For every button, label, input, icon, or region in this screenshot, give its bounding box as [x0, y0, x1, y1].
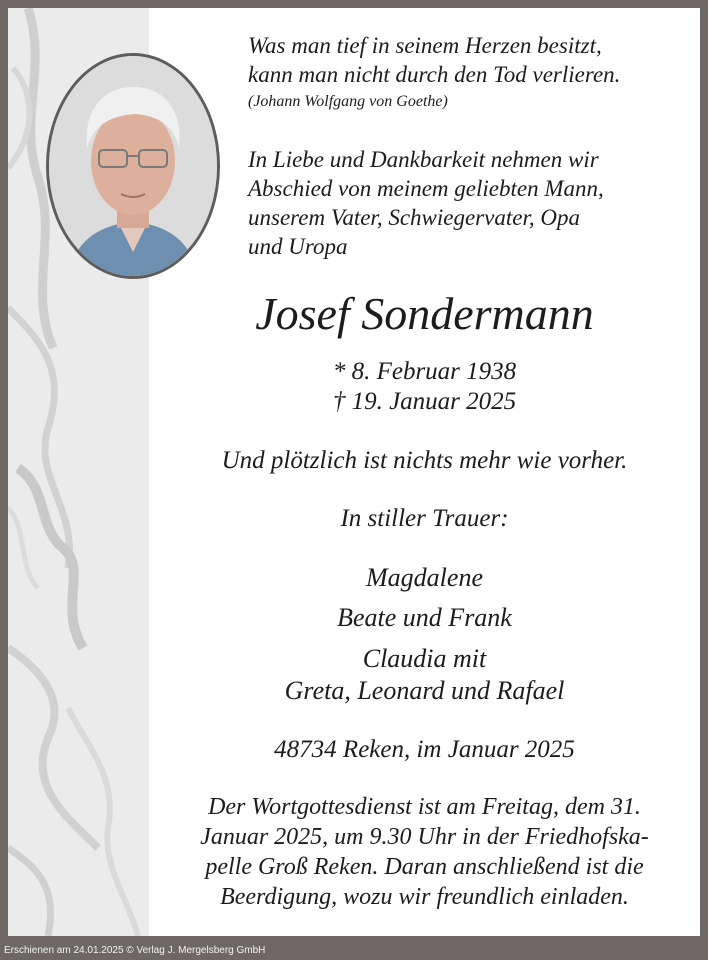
intro-line-3: unserem Vater, Schwiegervater, Opa [248, 205, 580, 230]
publication-footer: Erschienen am 24.01.2025 © Verlag J. Mergelsberg GmbH [4, 945, 266, 956]
intro-line-2: Abschied von meinem geliebten Mann, [248, 176, 604, 201]
service-line-4: Beerdigung, wozu wir freundlich einladen. [220, 884, 629, 910]
portrait-photo [46, 53, 220, 279]
mourner-line-2: Beate und Frank [337, 603, 512, 632]
mourning-label: In stiller Trauer: [340, 505, 509, 532]
service-line-1: Der Wortgottesdienst ist am Freitag, dem 31. [208, 794, 641, 820]
deceased-name: Josef Sondermann [255, 288, 594, 339]
quote-author: (Johann Wolfgang von Goethe) [248, 93, 448, 110]
service-line-3: pelle Groß Reken. Daran anschließend ist die [205, 854, 644, 880]
service-line-2: Januar 2025, um 9.30 Uhr in der Friedhofska- [200, 824, 649, 850]
mourner-line-4: Greta, Leonard und Rafael [284, 676, 565, 705]
death-date: † 19. Januar 2025 [332, 388, 517, 415]
intro-line-4: und Uropa [248, 234, 348, 259]
mourner-line-1: Magdalene [366, 563, 483, 592]
quote-line-1: Was man tief in seinem Herzen besitzt, [248, 33, 602, 58]
intro-line-1: In Liebe und Dankbarkeit nehmen wir [248, 147, 599, 172]
portrait-image [49, 56, 217, 276]
quote-line-2: kann man nicht durch den Tod verlieren. [248, 62, 621, 87]
mourner-line-3: Claudia mit [362, 644, 487, 673]
motto: Und plötzlich ist nichts mehr wie vorher. [221, 447, 628, 474]
obituary-card [8, 8, 700, 936]
birth-date: * 8. Februar 1938 [332, 358, 517, 385]
place-date: 48734 Reken, im Januar 2025 [274, 736, 575, 763]
